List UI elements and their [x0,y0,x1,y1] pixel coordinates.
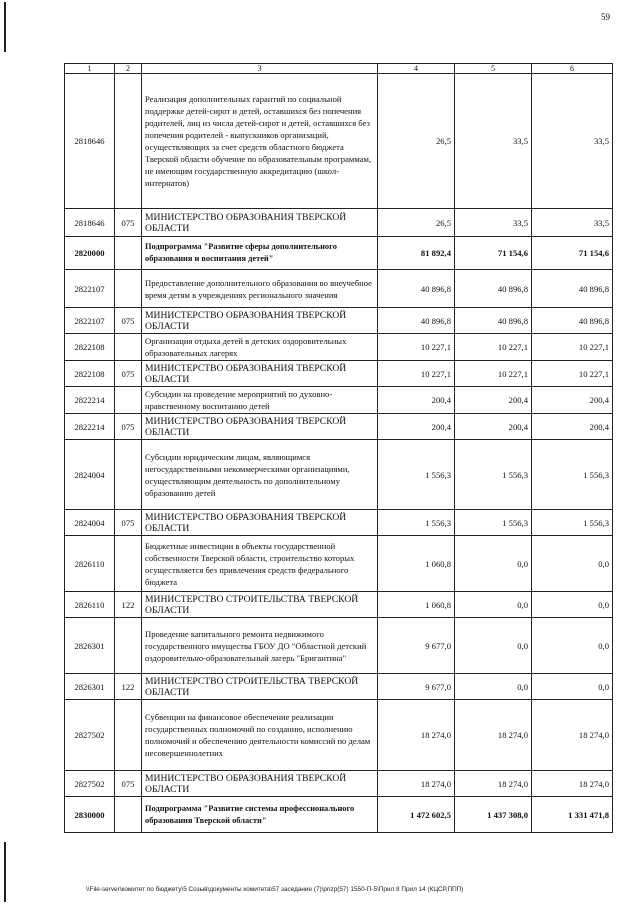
row-dept-cell [115,618,142,674]
row-name-cell: Субсидии на проведение мероприятий по духовно-нравственному воспитанию детей [142,387,378,414]
row-name-cell: Субвенции на финансовое обеспечение реализации государственных полномочий по созданию, исполнению полномочий и обеспечению деятельности комиссий по делам несовершеннолетних [142,700,378,771]
row-value-col6: 40 896,8 [532,308,613,334]
row-dept-cell [115,270,142,308]
row-code-cell: 2827502 [65,700,115,771]
column-header: 3 [142,64,378,74]
row-value-col5: 1 556,3 [455,510,532,536]
page-number: 59 [601,12,610,22]
row-value-col6: 10 227,1 [532,361,613,387]
row-value-col4: 9 677,0 [378,674,455,700]
row-code-cell: 2818646 [65,209,115,237]
row-code-cell: 2830000 [65,797,115,833]
row-dept-cell [115,700,142,771]
row-value-col6: 0,0 [532,674,613,700]
row-value-col5: 10 227,1 [455,361,532,387]
row-code-cell: 2826301 [65,618,115,674]
row-value-col5: 200,4 [455,387,532,414]
row-name-cell: Подпрограмма "Развитие сферы дополнительного образования и воспитания детей" [142,237,378,270]
table-row [65,510,613,536]
row-name-cell: Бюджетные инвестиции в объекты государственной собственности Тверской области, строительство которых осуществляется без привлечения средств федерального бюджета [142,536,378,592]
row-value-col6: 1 331 471,8 [532,797,613,833]
row-value-col6: 71 154,6 [532,237,613,270]
row-name-cell: МИНИСТЕРСТВО СТРОИТЕЛЬСТВА ТВЕРСКОЙ ОБЛАСТИ [142,674,378,700]
row-value-col6: 0,0 [532,592,613,618]
row-name-cell: МИНИСТЕРСТВО ОБРАЗОВАНИЯ ТВЕРСКОЙ ОБЛАСТИ [142,361,378,387]
row-dept-cell [115,797,142,833]
row-value-col6: 1 556,3 [532,510,613,536]
row-value-col4: 1 556,3 [378,510,455,536]
row-value-col6: 0,0 [532,536,613,592]
row-value-col4: 1 060,8 [378,592,455,618]
row-dept-cell: 075 [115,510,142,536]
row-value-col4: 10 227,1 [378,334,455,361]
row-code-cell: 2822108 [65,334,115,361]
row-value-col5: 40 896,8 [455,270,532,308]
row-dept-cell: 075 [115,361,142,387]
scan-edge-mark [4,842,6,902]
column-header: 1 [65,64,115,74]
row-code-cell: 2826110 [65,592,115,618]
row-value-col4: 18 274,0 [378,700,455,771]
table-row [65,74,613,209]
row-dept-cell [115,440,142,510]
table-row [65,592,613,618]
table-row [65,387,613,414]
row-value-col4: 200,4 [378,414,455,440]
column-header: 6 [532,64,613,74]
table-row [65,414,613,440]
row-code-cell: 2822214 [65,387,115,414]
row-code-cell: 2820000 [65,237,115,270]
row-name-cell: МИНИСТЕРСТВО ОБРАЗОВАНИЯ ТВЕРСКОЙ ОБЛАСТИ [142,308,378,334]
row-dept-cell: 075 [115,771,142,797]
row-name-cell: Предоставление дополнительного образования во внеучебное время детям в учреждениях регионального значения [142,270,378,308]
row-value-col5: 1 437 308,0 [455,797,532,833]
scan-edge-mark [4,2,6,52]
row-value-col4: 18 274,0 [378,771,455,797]
table-header-row [65,64,613,74]
row-name-cell: МИНИСТЕРСТВО ОБРАЗОВАНИЯ ТВЕРСКОЙ ОБЛАСТИ [142,209,378,237]
row-name-cell: Реализация дополнительных гарантий по социальной поддержке детей-сирот и детей, оставшихся без попечения родителей, лиц из числа детей-сирот и детей, оставшихся без попечения родителей - выпускников организаций, осуществляющих за счет средств областного бюджета Тверской области обучение по образовательным программам, не имеющим государственную аккредитацию (школ-интернатов) [142,74,378,209]
row-value-col4: 26,5 [378,209,455,237]
table-row [65,237,613,270]
row-name-cell: Организация отдыха детей в детских оздоровительных образовательных лагерях [142,334,378,361]
row-dept-cell [115,387,142,414]
row-value-col6: 18 274,0 [532,771,613,797]
row-dept-cell: 075 [115,209,142,237]
row-value-col4: 1 060,8 [378,536,455,592]
row-name-cell: Проведение капитального ремонта недвижимого государственного имущества ГБОУ ДО "Областной детский оздоровительно-образовательный лагерь "Бригантина" [142,618,378,674]
row-value-col5: 1 556,3 [455,440,532,510]
row-value-col5: 18 274,0 [455,700,532,771]
row-value-col6: 0,0 [532,618,613,674]
row-name-cell: МИНИСТЕРСТВО ОБРАЗОВАНИЯ ТВЕРСКОЙ ОБЛАСТИ [142,771,378,797]
row-dept-cell: 122 [115,592,142,618]
row-code-cell: 2827502 [65,771,115,797]
column-header: 4 [378,64,455,74]
row-value-col6: 200,4 [532,414,613,440]
row-value-col6: 10 227,1 [532,334,613,361]
row-dept-cell: 075 [115,308,142,334]
row-value-col5: 200,4 [455,414,532,440]
row-value-col6: 40 896,8 [532,270,613,308]
row-code-cell: 2826301 [65,674,115,700]
row-name-cell: Субсидии юридическим лицам, являющимся негосударственными некоммерческими организациями, осуществляющим деятельность по дополнительному образованию детей [142,440,378,510]
row-value-col6: 200,4 [532,387,613,414]
row-value-col5: 33,5 [455,74,532,209]
row-value-col6: 1 556,3 [532,440,613,510]
row-name-cell: Подпрограмма "Развитие системы профессионального образования Тверской области" [142,797,378,833]
row-dept-cell [115,334,142,361]
file-path-footer: \\File-server\комитет по бюджету\5 Созыв\документы комитета\57 заседание (7)\prizp(57) 1550-П-5\Прил 8 Прил 14 (КЦСР,ППП) [86,886,464,893]
row-value-col5: 33,5 [455,209,532,237]
table-row [65,797,613,833]
table-row [65,771,613,797]
table-row [65,308,613,334]
row-code-cell: 2824004 [65,440,115,510]
row-value-col5: 0,0 [455,674,532,700]
budget-table [64,63,613,833]
row-code-cell: 2826110 [65,536,115,592]
column-header: 2 [115,64,142,74]
table-row [65,334,613,361]
row-code-cell: 2824004 [65,510,115,536]
row-dept-cell [115,74,142,209]
row-dept-cell [115,237,142,270]
table-row [65,209,613,237]
row-value-col5: 10 227,1 [455,334,532,361]
row-value-col4: 9 677,0 [378,618,455,674]
row-value-col4: 200,4 [378,387,455,414]
row-value-col5: 40 896,8 [455,308,532,334]
table-row [65,674,613,700]
row-value-col4: 40 896,8 [378,270,455,308]
row-name-cell: МИНИСТЕРСТВО СТРОИТЕЛЬСТВА ТВЕРСКОЙ ОБЛАСТИ [142,592,378,618]
row-dept-cell: 122 [115,674,142,700]
row-value-col4: 1 472 602,5 [378,797,455,833]
row-value-col6: 33,5 [532,74,613,209]
row-name-cell: МИНИСТЕРСТВО ОБРАЗОВАНИЯ ТВЕРСКОЙ ОБЛАСТИ [142,414,378,440]
row-dept-cell [115,536,142,592]
table-row [65,270,613,308]
table-row [65,361,613,387]
row-dept-cell: 075 [115,414,142,440]
row-value-col5: 0,0 [455,592,532,618]
row-code-cell: 2822107 [65,270,115,308]
row-code-cell: 2822108 [65,361,115,387]
row-value-col5: 0,0 [455,536,532,592]
row-value-col6: 33,5 [532,209,613,237]
table-row [65,700,613,771]
row-value-col4: 26,5 [378,74,455,209]
column-header: 5 [455,64,532,74]
row-name-cell: МИНИСТЕРСТВО ОБРАЗОВАНИЯ ТВЕРСКОЙ ОБЛАСТИ [142,510,378,536]
row-value-col4: 10 227,1 [378,361,455,387]
row-code-cell: 2818646 [65,74,115,209]
row-value-col5: 71 154,6 [455,237,532,270]
table-row [65,440,613,510]
row-value-col5: 0,0 [455,618,532,674]
table-row [65,536,613,592]
row-code-cell: 2822107 [65,308,115,334]
row-value-col4: 40 896,8 [378,308,455,334]
row-value-col4: 1 556,3 [378,440,455,510]
row-code-cell: 2822214 [65,414,115,440]
table-body [65,74,613,833]
row-value-col6: 18 274,0 [532,700,613,771]
table-row [65,618,613,674]
row-value-col5: 18 274,0 [455,771,532,797]
row-value-col4: 81 892,4 [378,237,455,270]
